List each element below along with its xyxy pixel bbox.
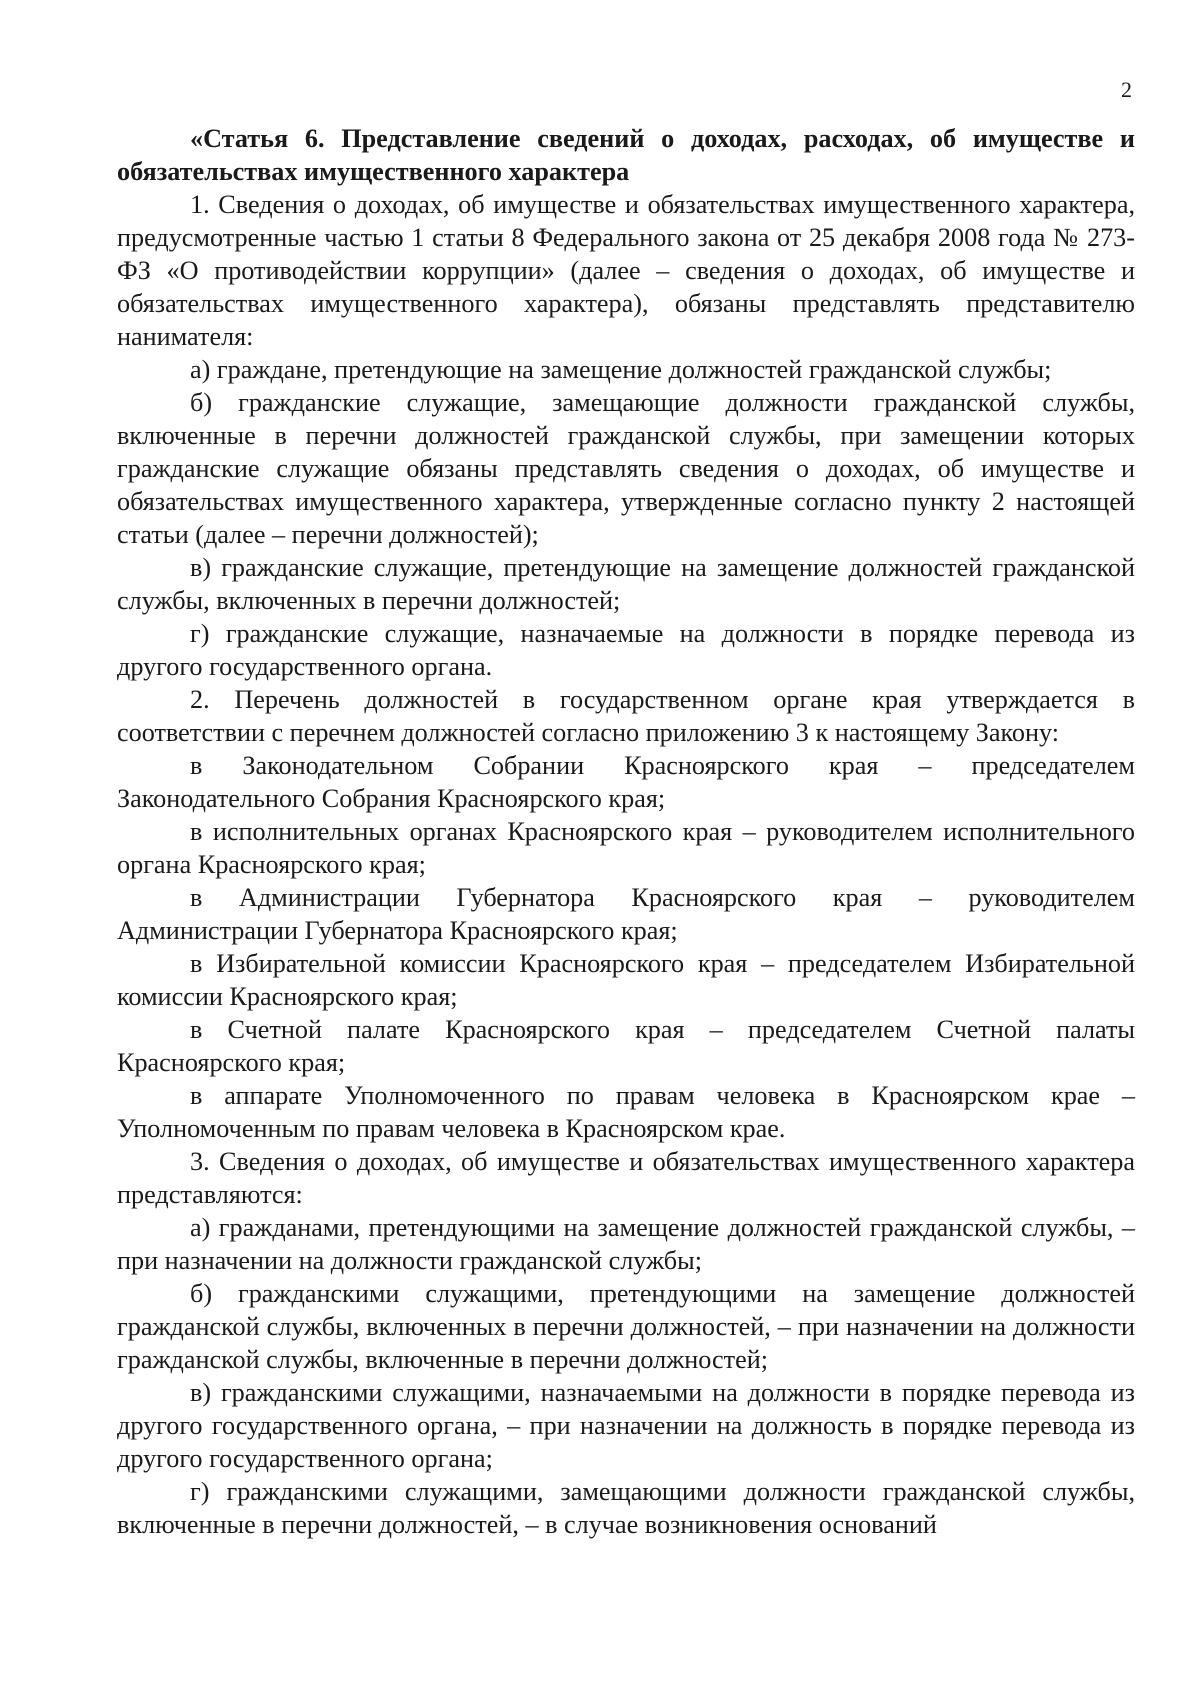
document-body [117, 122, 1135, 1541]
paragraph: в исполнительных органах Красноярского края – руководителем исполнительного органа Красноярского края; [117, 817, 1135, 879]
paragraph: б) гражданскими служащими, претендующими на замещение должностей гражданской службы, включенных в перечни должностей, – при назначении на должности гражданской службы, включенные в перечни должностей; [117, 1279, 1135, 1374]
paragraph: 2. Перечень должностей в государственном органе края утверждается в соответствии с перечнем должностей согласно приложению 3 к настоящему Закону: [117, 685, 1135, 747]
paragraph: г) гражданские служащие, назначаемые на должности в порядке перевода из другого государственного органа. [117, 619, 1135, 681]
paragraph: в Законодательном Собрании Красноярского края – председателем Законодательного Собрания Красноярского края; [117, 751, 1135, 813]
article-heading: «Статья 6. Представление сведений о доходах, расходах, об имуществе и обязательствах имущественного характера [117, 124, 1135, 186]
paragraph: 1. Сведения о доходах, об имуществе и обязательствах имущественного характера, предусмотренные частью 1 статьи 8 Федерального закона от 25 декабря 2008 года № 273-ФЗ «О противодействии коррупции» (далее – сведения о доходах, об имуществе и обязательствах имущественного характера), обязаны представлять представителю нанимателя: [117, 190, 1135, 351]
paragraph: в Счетной палате Красноярского края – председателем Счетной палаты Красноярского края; [117, 1015, 1135, 1077]
paragraph: в) гражданскими служащими, назначаемыми на должности в порядке перевода из другого государственного органа, – при назначении на должность в порядке перевода из другого государственного органа; [117, 1378, 1135, 1473]
page-number: 2 [1121, 77, 1132, 102]
paragraph: б) гражданские служащие, замещающие должности гражданской службы, включенные в перечни должностей гражданской службы, при замещении которых гражданские служащие обязаны представлять сведения о доходах, об имуществе и обязательствах имущественного характера, утвержденные согласно пункту 2 настоящей статьи (далее – перечни должностей); [117, 388, 1135, 549]
paragraph: в) гражданские служащие, претендующие на замещение должностей гражданской службы, включенных в перечни должностей; [117, 553, 1135, 615]
paragraph: в Избирательной комиссии Красноярского края – председателем Избирательной комиссии Красноярского края; [117, 949, 1135, 1011]
paragraph: а) граждане, претендующие на замещение должностей гражданской службы; [190, 355, 1052, 384]
paragraph: г) гражданскими служащими, замещающими должности гражданской службы, включенные в перечни должностей, – в случае возникновения оснований [117, 1477, 1135, 1539]
paragraph: а) гражданами, претендующими на замещение должностей гражданской службы, – при назначении на должности гражданской службы; [117, 1213, 1135, 1275]
paragraph: в аппарате Уполномоченного по правам человека в Красноярском крае – Уполномоченным по правам человека в Красноярском крае. [117, 1081, 1135, 1143]
paragraph: в Администрации Губернатора Красноярского края – руководителем Администрации Губернатора Красноярского края; [117, 883, 1135, 945]
paragraph: 3. Сведения о доходах, об имуществе и обязательствах имущественного характера представляются: [117, 1147, 1135, 1209]
